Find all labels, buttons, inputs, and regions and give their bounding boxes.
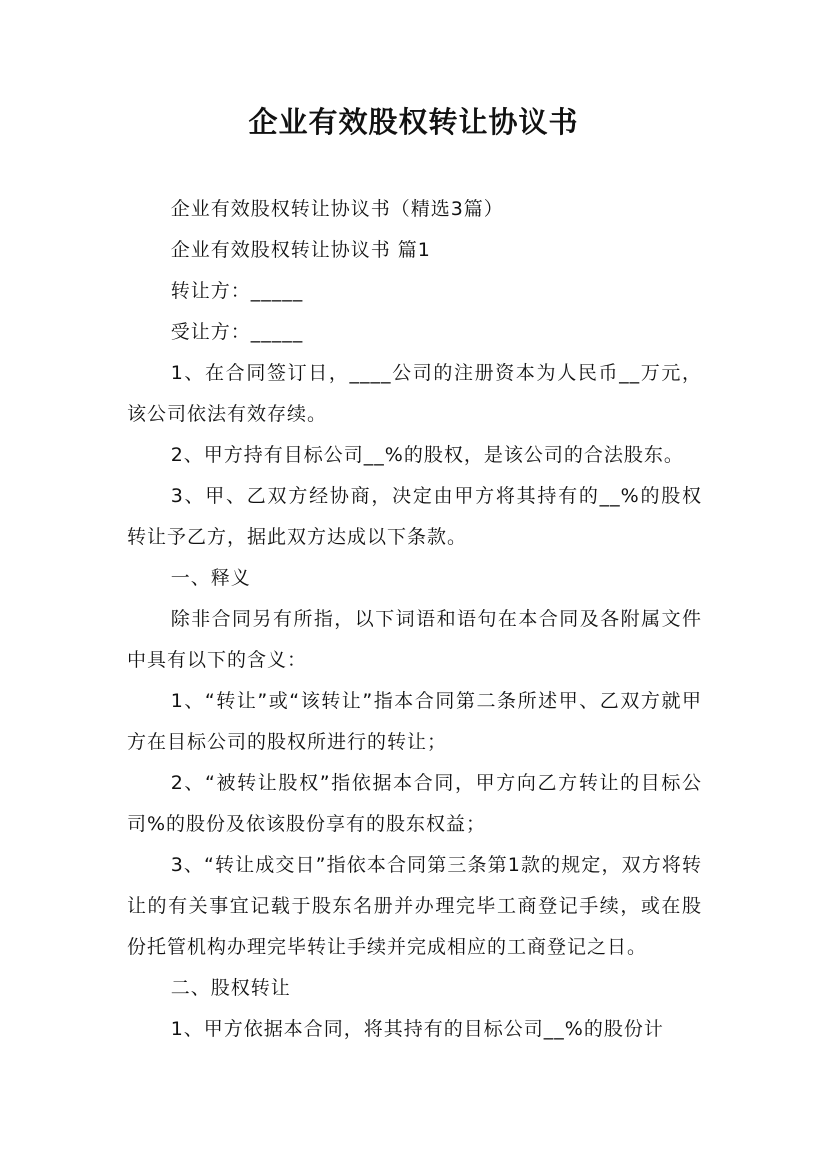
document-body [127, 189, 702, 1050]
paragraph-transferee: 受让方：_____ [170, 321, 304, 343]
paragraph-definition-3: 3、“转让成交日”指依本合同第三条第1款的规定，双方将转让的有关事宜记载于股东名册并办理完毕工商登记手续，或在股份托管机构办理完毕转让手续并完成相应的工商登记之日。 [127, 854, 702, 958]
paragraph-subtitle: 企业有效股权转让协议书（精选3篇） [170, 198, 504, 220]
paragraph-clause-1: 1、在合同签订日，____公司的注册资本为人民币__万元，该公司依法有效存续。 [127, 362, 702, 425]
paragraph-transfer-1: 1、甲方依据本合同，将其持有的目标公司__%的股份计 [170, 1018, 664, 1040]
paragraph-transferor: 转让方：_____ [170, 280, 304, 302]
paragraph-section-title: 企业有效股权转让协议书 篇1 [170, 239, 431, 261]
heading-definitions: 一、释义 [170, 567, 251, 589]
paragraph-definition-2: 2、“被转让股权”指依据本合同，甲方向乙方转让的目标公司%的股份及依该股份享有的股东权益； [127, 772, 702, 835]
document-title: 企业有效股权转让协议书 [248, 105, 579, 139]
paragraph-definition-1: 1、“转让”或“该转让”指本合同第二条所述甲、乙双方就甲方在目标公司的股权所进行的转让； [127, 690, 702, 753]
paragraph-definitions-intro: 除非合同另有所指，以下词语和语句在本合同及各附属文件中具有以下的含义： [127, 608, 702, 671]
paragraph-clause-2: 2、甲方持有目标公司__%的股权，是该公司的合法股东。 [170, 444, 684, 466]
heading-equity-transfer: 二、股权转让 [170, 977, 291, 999]
paragraph-clause-3: 3、甲、乙双方经协商，决定由甲方将其持有的__%的股权转让予乙方，据此双方达成以下条款。 [127, 485, 702, 548]
